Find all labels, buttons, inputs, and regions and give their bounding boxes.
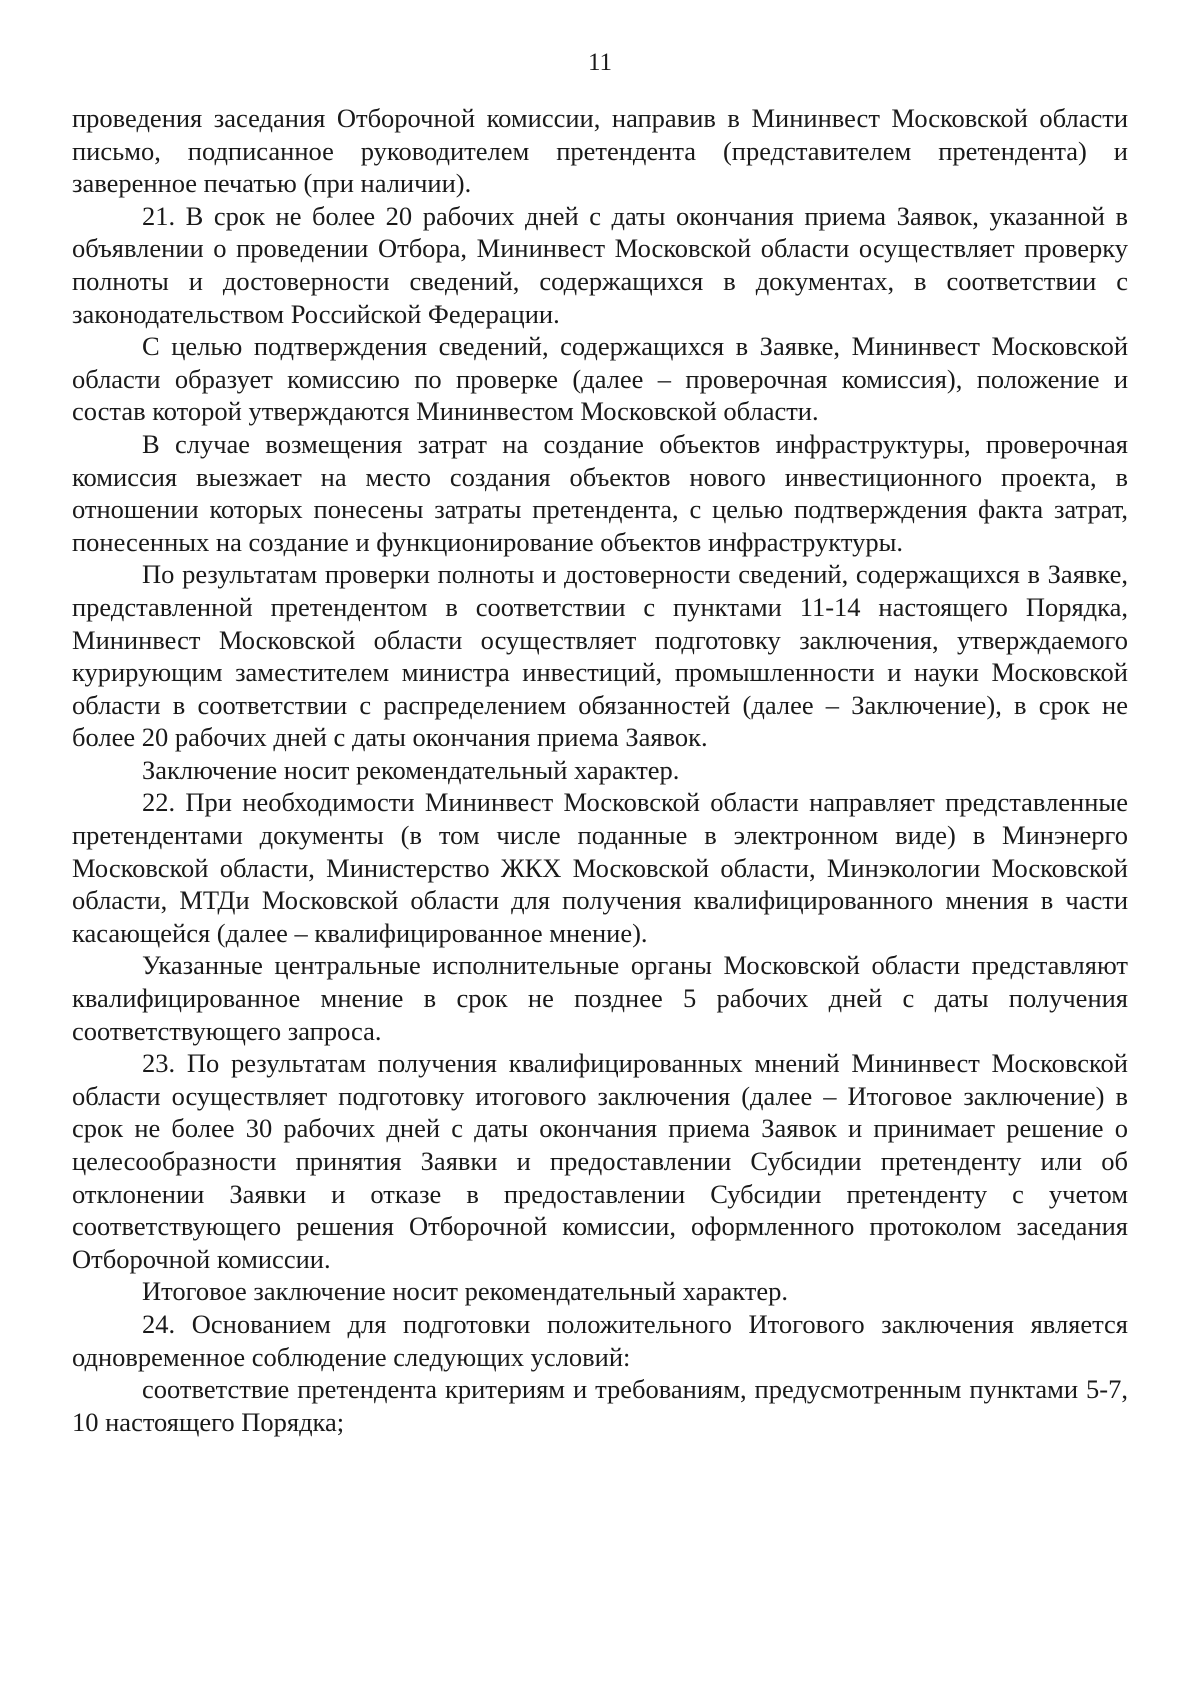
paragraph: соответствие претендента критериям и требованиям, предусмотренным пунктами 5-7, 10 настоящего Порядка; [72, 1374, 1128, 1437]
paragraph: 23. По результатам получения квалифицированных мнений Мининвест Московской области осуществляет подготовку итогового заключения (далее – Итоговое заключение) в срок не более 30 рабочих дней с даты окончания приема Заявок и принимает решение о целесообразности принятия Заявки и предоставлении Субсидии претенденту или об отклонении Заявки и отказе в предоставлении Субсидии претенденту с учетом соответствующего решения Отборочной комиссии, оформленного протоколом заседания Отборочной комиссии. [72, 1048, 1128, 1274]
paragraph: 22. При необходимости Мининвест Московской области направляет представленные претендентами документы (в том числе поданные в электронном виде) в Минэнерго Московской области, Министерство ЖКХ Московской области, Минэкологии Московской области, МТДи Московской области для получения квалифицированного мнения в части касающейся (далее – квалифицированное мнение). [72, 787, 1128, 948]
paragraph: По результатам проверки полноты и достоверности сведений, содержащихся в Заявке, представленной претендентом в соответствии с пунктами 11-14 настоящего Порядка, Мининвест Московской области осуществляет подготовку заключения, утверждаемого курирующим заместителем министра инвестиций, промышленности и науки Московской области в соответствии с распределением обязанностей (далее – Заключение), в срок не более 20 рабочих дней с даты окончания приема Заявок. [72, 559, 1128, 753]
paragraph: проведения заседания Отборочной комиссии, направив в Мининвест Московской области письмо, подписанное руководителем претендента (представителем претендента) и заверенное печатью (при наличии). [72, 103, 1128, 199]
paragraph: 24. Основанием для подготовки положительного Итогового заключения является одновременное соблюдение следующих условий: [72, 1308, 1128, 1372]
page-number: 11 [587, 49, 613, 76]
paragraph: В случае возмещения затрат на создание объектов инфраструктуры, проверочная комиссия выезжает на место создания объектов нового инвестиционного проекта, в отношении которых понесены затраты претендента, с целью подтверждения факта затрат, понесенных на создание и функционирование объектов инфраструктуры. [72, 428, 1128, 557]
paragraph: Указанные центральные исполнительные органы Московской области представляют квалифицированное мнение в срок не позднее 5 рабочих дней с даты получения соответствующего запроса. [72, 950, 1128, 1046]
paragraph: 21. В срок не более 20 рабочих дней с даты окончания приема Заявок, указанной в объявлении о проведении Отбора, Мининвест Московской области осуществляет проверку полноты и достоверности сведений, содержащихся в документах, в соответствии с законодательством Российской Федерации. [72, 200, 1128, 329]
paragraph: Итоговое заключение носит рекомендательный характер. [142, 1276, 788, 1307]
document-body [72, 102, 1128, 1438]
paragraph: С целью подтверждения сведений, содержащихся в Заявке, Мининвест Московской области образует комиссию по проверке (далее – проверочная комиссия), положение и состав которой утверждаются Мининвестом Московской области. [72, 331, 1128, 427]
paragraph: Заключение носит рекомендательный характер. [142, 754, 680, 785]
